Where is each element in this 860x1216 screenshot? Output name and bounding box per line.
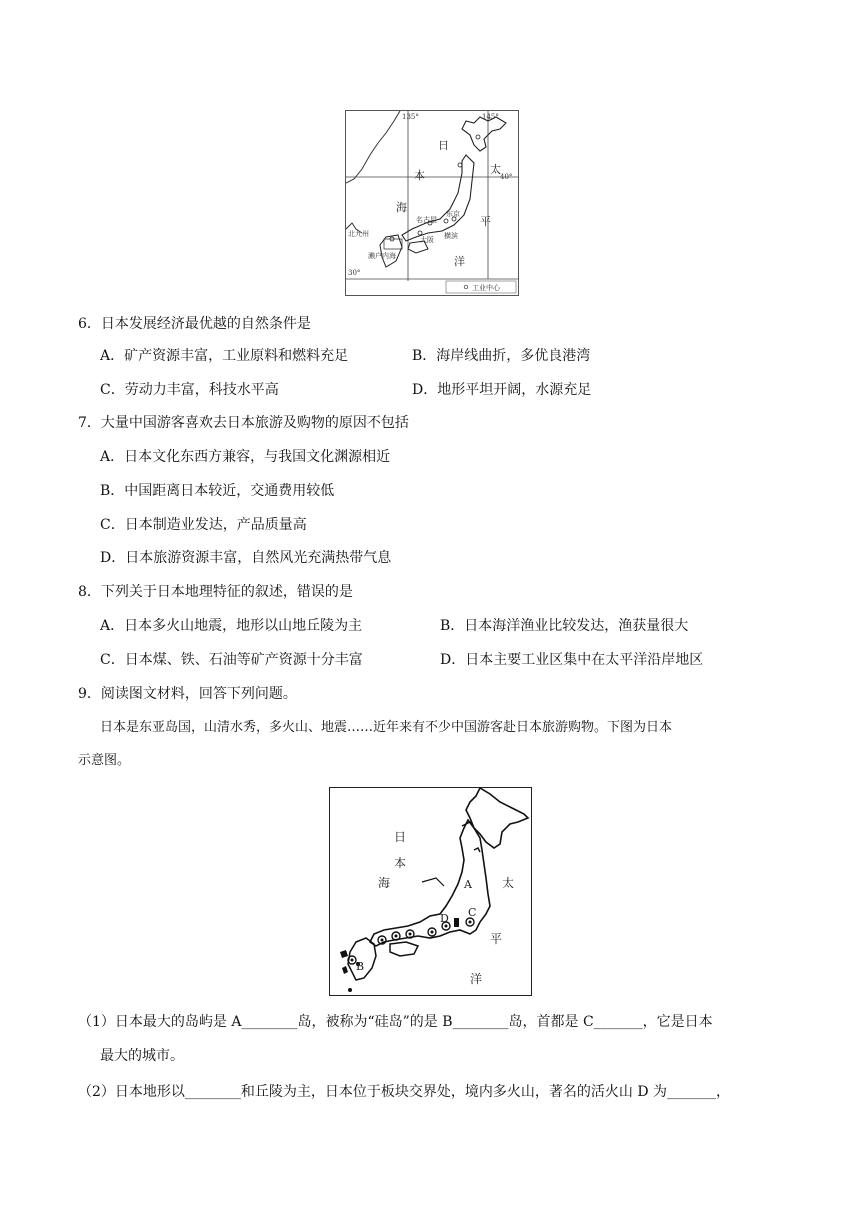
q7-option-c: C．日本制造业发达，产品质量高 <box>100 517 307 533</box>
q9-sub1-line1: （1）日本最大的岛屿是 A________岛，被称为“硅岛”的是 B________岛，首都是 C_______，它是日本 <box>78 1014 713 1030</box>
city-label-tokyo: 东京 <box>446 210 460 218</box>
q6-option-a: A．矿产资源丰富，工业原料和燃料充足 <box>100 348 349 364</box>
city-label-yokohama: 横滨 <box>444 232 458 240</box>
lat-label-30: 30° <box>348 269 361 277</box>
q7-option-b: B．中国距离日本较近，交通费用较低 <box>100 483 335 499</box>
legend-industry-center: 工业中心 <box>472 284 500 292</box>
map1-sea-char-2: 本 <box>414 169 425 182</box>
q9-stem: 9．阅读图文材料，回答下列问题。 <box>78 686 297 702</box>
map1-ocean-char-2: 平 <box>480 215 491 228</box>
q8-option-a: A．日本多火山地震，地形以山地丘陵为主 <box>100 618 363 634</box>
q9-material-line1: 日本是东亚岛国，山清水秀，多火山、地震……近年来有不少中国游客赴日本旅游购物。下图为日本 <box>100 720 673 735</box>
lon-label-135: 135° <box>402 113 419 121</box>
q6-option-d: D．地形平坦开阔，水源充足 <box>412 382 592 398</box>
q8-option-d: D．日本主要工业区集中在太平洋沿岸地区 <box>440 652 704 668</box>
japan-industry-map-drawing <box>346 111 518 295</box>
map2-sea-char-3: 海 <box>378 876 391 890</box>
q9-material-line2: 示意图。 <box>78 753 131 768</box>
city-label-nagoya: 名古屋 <box>416 216 437 224</box>
city-label-osaka: 大阪 <box>420 236 434 244</box>
map2-sea-char-1: 日 <box>394 830 407 844</box>
map1-ocean-char-1: 太 <box>490 163 501 176</box>
map2-point-a: A <box>464 878 472 891</box>
map2-point-c: C <box>468 906 477 919</box>
q8-option-b: B．日本海洋渔业比较发达，渔获量很大 <box>440 618 689 634</box>
q7-option-d: D．日本旅游资源丰富，自然风光充满热带气息 <box>100 550 392 566</box>
q8-stem: 8．下列关于日本地理特征的叙述，错误的是 <box>78 584 353 600</box>
map1-sea-char-3: 海 <box>396 201 407 214</box>
q9-sub1-line2: 最大的城市。 <box>100 1048 184 1064</box>
q6-option-c: C．劳动力丰富，科技水平高 <box>100 382 279 398</box>
q6-stem: 6．日本发展经济最优越的自然条件是 <box>78 316 311 332</box>
lon-label-145: 145° <box>482 113 499 121</box>
q8-option-c: C．日本煤、铁、石油等矿产资源十分丰富 <box>100 652 363 668</box>
map2-point-b: B <box>356 960 365 973</box>
city-label-kitakyushu: 北九州 <box>348 230 369 238</box>
q6-option-b: B．海岸线曲折，多优良港湾 <box>412 348 591 364</box>
q7-option-a: A．日本文化东西方兼容，与我国文化渊源相近 <box>100 449 391 465</box>
map2-point-d: D <box>440 912 449 925</box>
map1-sea-char-1: 日 <box>438 139 449 152</box>
region-label-setonaikai: 濑户内海 <box>368 252 396 260</box>
japan-industry-map <box>345 110 519 296</box>
map2-ocean-char-2: 平 <box>490 932 503 946</box>
japan-outline-map <box>329 787 532 996</box>
map2-sea-char-2: 本 <box>394 856 407 870</box>
map1-ocean-char-3: 洋 <box>454 255 465 268</box>
map2-ocean-char-3: 洋 <box>470 972 483 986</box>
q9-sub2-line1: （2）日本地形以________和丘陵为主，日本位于板块交界处，境内多火山，著名的活火山 D 为_______， <box>78 1084 731 1100</box>
lat-label-40: 40° <box>500 173 513 181</box>
map2-ocean-char-1: 太 <box>502 876 515 890</box>
q7-stem: 7．大量中国游客喜欢去日本旅游及购物的原因不包括 <box>78 415 409 431</box>
